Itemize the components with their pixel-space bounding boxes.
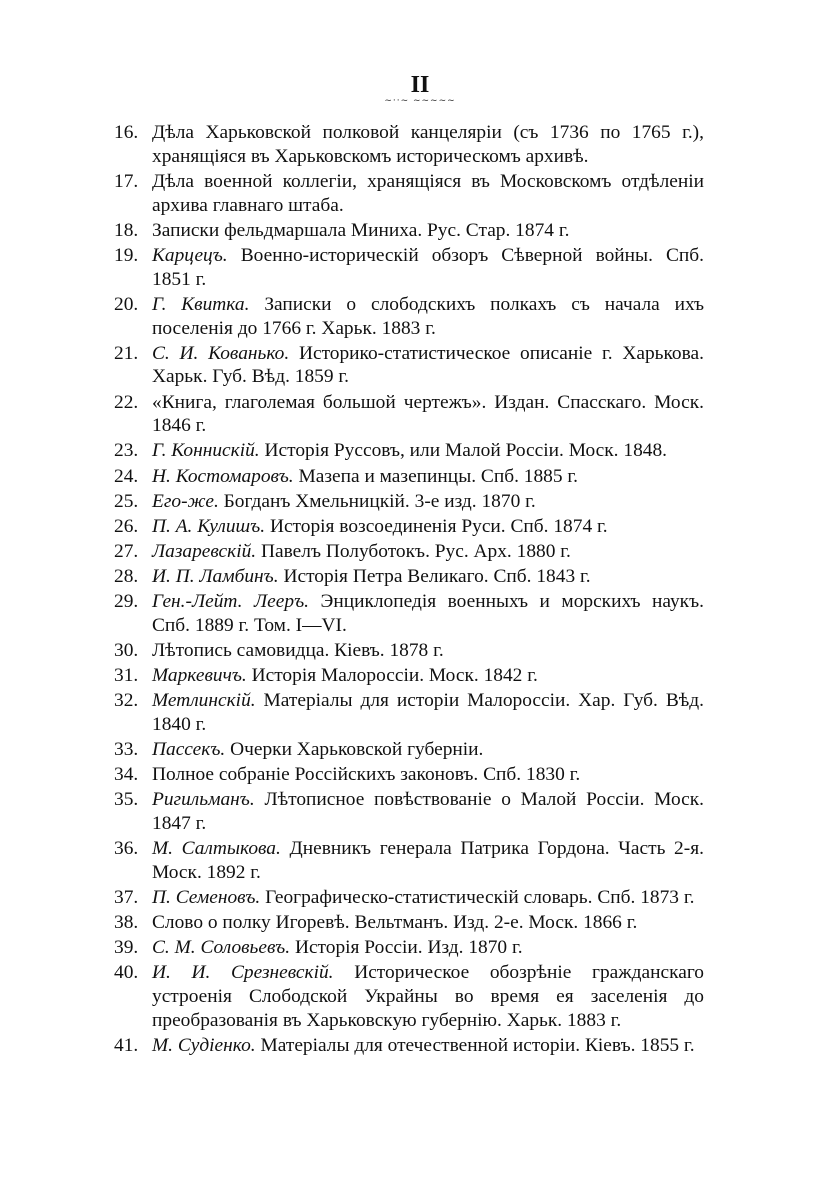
entry-body: [152, 911, 704, 935]
entry-body: [152, 244, 704, 292]
entry-author: Лазаревскій.: [152, 540, 257, 562]
entry-text: Военно-историческій обзоръ Сѣверной войны. Спб. 1851 г.: [152, 244, 704, 290]
entry-text: Записки фельдмаршала Миниха. Рус. Стар. 1874 г.: [152, 219, 570, 241]
entry-number: 34.: [114, 764, 139, 786]
entry-text: Дѣла военной коллегіи, хранящіяся въ Московскомъ отдѣленіи архива главнаго штаба.: [152, 170, 704, 216]
entry-number: 17.: [114, 170, 139, 192]
entry-number: 28.: [114, 565, 139, 587]
entry-body: [152, 763, 704, 787]
entry-body: [152, 391, 704, 439]
entry-number: 21.: [114, 342, 139, 364]
bibliography-entry: [114, 886, 704, 910]
entry-text: Матеріалы для отечественной исторіи. Кіевъ. 1855 г.: [260, 1034, 695, 1056]
bibliography-entry: [114, 515, 704, 539]
entry-text: Исторія Петра Великаго. Спб. 1843 г.: [283, 565, 591, 587]
entry-author: С. М. Соловьевъ.: [152, 937, 291, 959]
entry-text: Лѣтописное повѣствованіе о Малой Россіи. Моск. 1847 г.: [152, 789, 704, 834]
bibliography-entry: [114, 689, 704, 737]
entry-text: Богданъ Хмельницкій. 3-е изд. 1870 г.: [223, 490, 536, 512]
entry-number: 27.: [114, 540, 139, 562]
bibliography-entry: [114, 639, 704, 663]
bibliography-entry: [114, 961, 704, 1032]
entry-body: [152, 219, 704, 243]
entry-number: 33.: [114, 738, 139, 760]
entry-number: 41.: [114, 1034, 139, 1056]
entry-text: Исторія Россіи. Изд. 1870 г.: [294, 937, 523, 959]
entry-author: М. Судіенко.: [152, 1034, 256, 1056]
entry-body: [152, 293, 704, 341]
entry-body: [152, 540, 704, 564]
entry-author: Карцецъ.: [152, 244, 228, 266]
entry-text: Исторія Малороссіи. Моск. 1842 г.: [251, 664, 538, 686]
bibliography-entry: [114, 911, 704, 935]
entry-body: [152, 515, 704, 539]
entry-author: Маркевичъ.: [152, 664, 247, 686]
bibliography-entry: [114, 244, 704, 292]
entry-text: Энциклопедія военныхъ и морскихъ наукъ. Спб. 1889 г. Том. I—VI.: [152, 591, 704, 636]
entry-author: Г. Коннискій.: [152, 440, 260, 462]
bibliography-entry: [114, 664, 704, 688]
bibliography-entry: [114, 763, 704, 787]
entry-body: [152, 565, 704, 589]
entry-number: 16.: [114, 122, 139, 143]
entry-number: 38.: [114, 912, 139, 934]
entry-number: 26.: [114, 515, 139, 537]
bibliography-entry: [114, 590, 704, 638]
entry-number: 29.: [114, 591, 139, 612]
entry-body: [152, 788, 704, 836]
entry-body: [152, 590, 704, 638]
entry-body: [152, 1034, 704, 1058]
entry-text: Матеріалы для исторіи Малороссіи. Хар. Губ. Вѣд. 1840 г.: [152, 690, 704, 735]
entry-number: 31.: [114, 664, 139, 686]
entry-number: 40.: [114, 962, 139, 984]
entry-body: [152, 639, 704, 663]
entry-number: 37.: [114, 886, 139, 908]
entry-number: 30.: [114, 639, 139, 661]
bibliography-entry: [114, 837, 704, 885]
entry-author: Г. Квитка.: [152, 293, 250, 315]
entry-number: 32.: [114, 690, 139, 712]
entry-text: Мазепа и мазепинцы. Спб. 1885 г.: [298, 465, 579, 487]
entry-author: И. П. Ламбинъ.: [152, 565, 279, 587]
bibliography-entry: [114, 391, 704, 439]
entry-author: Ген.-Лейт. Лееръ.: [152, 591, 309, 612]
entry-author: Метлинскій.: [152, 690, 256, 712]
entry-text: Дневникъ генерала Патрика Гордона. Часть 2-я. Моск. 1892 г.: [152, 838, 704, 883]
entry-body: [152, 689, 704, 737]
entry-body: [152, 738, 704, 762]
entry-author: С. И. Кованько.: [152, 342, 290, 364]
entry-text: Записки о слободскихъ полкахъ съ начала ихъ поселенія до 1766 г. Харьк. 1883 г.: [152, 293, 704, 339]
entry-text: Слово о полку Игоревѣ. Вельтманъ. Изд. 2-е. Моск. 1866 г.: [152, 912, 638, 934]
bibliography-entry: [114, 788, 704, 836]
entry-author: И. И. Срезневскій.: [152, 962, 334, 984]
entry-number: 22.: [114, 391, 139, 413]
entry-body: [152, 465, 704, 489]
page-number: II: [410, 72, 430, 98]
bibliography-entry: [114, 293, 704, 341]
entry-text: Лѣтопись самовидца. Кіевъ. 1878 г.: [152, 639, 444, 661]
entry-body: [152, 664, 704, 688]
bibliography-entry: [114, 170, 704, 218]
bibliography-entry: [114, 121, 704, 169]
entry-author: Н. Костомаровъ.: [152, 465, 294, 487]
entry-number: 24.: [114, 465, 139, 487]
entry-text: Павелъ Полуботокъ. Рус. Арх. 1880 г.: [261, 540, 571, 562]
entry-number: 39.: [114, 937, 139, 959]
entry-number: 23.: [114, 440, 139, 462]
bibliography-entry: [114, 465, 704, 489]
entry-author: М. Салтыкова.: [152, 838, 281, 860]
entry-author: П. Семеновъ.: [152, 886, 261, 908]
entry-number: 25.: [114, 490, 139, 512]
entry-author: Ригильманъ.: [152, 789, 255, 811]
bibliography-entry: [114, 565, 704, 589]
bibliography-entry: [114, 342, 704, 390]
entry-body: [152, 936, 704, 960]
entry-body: [152, 490, 704, 514]
entry-author: П. А. Кулишъ.: [152, 515, 266, 537]
entry-number: 18.: [114, 219, 139, 241]
bibliography-entry: [114, 1034, 704, 1058]
entry-author: Пассекъ.: [152, 738, 226, 760]
decorative-ornament: ~··~ ~~~~~: [384, 96, 456, 106]
entry-text: Очерки Харьковской губерніи.: [230, 738, 484, 760]
entry-number: 19.: [114, 244, 139, 266]
entry-text: Полное собраніе Россійскихъ законовъ. Спб. 1830 г.: [152, 764, 581, 786]
entry-body: [152, 886, 704, 910]
entry-text: Историко-статистическое описаніе г. Харькова. Харьк. Губ. Вѣд. 1859 г.: [152, 342, 704, 388]
entry-text: Историческое обозрѣніе гражданскаго устроенія Слободской Украйны во время ея заселенія до преобразованія въ Харьковскую губернію. Харьк. 1883 г.: [152, 962, 705, 1031]
entry-text: «Книга, глаголемая большой чертежъ». Издан. Спасскаго. Моск. 1846 г.: [152, 391, 704, 437]
entry-body: [152, 837, 704, 885]
entry-body: [152, 961, 704, 1032]
entry-number: 36.: [114, 838, 139, 860]
entry-body: [152, 170, 704, 218]
entry-number: 20.: [114, 293, 139, 315]
bibliography-entry: [114, 439, 704, 463]
entry-text: Географическо-статистическій словарь. Спб. 1873 г.: [265, 886, 695, 908]
bibliography-entry: [114, 738, 704, 762]
bibliography-list: [114, 121, 704, 1059]
entry-text: Исторія возсоединенія Руси. Спб. 1874 г.: [269, 515, 608, 537]
entry-number: 35.: [114, 789, 139, 811]
bibliography-entry: [114, 540, 704, 564]
entry-author: Его-же.: [152, 490, 219, 512]
entry-body: [152, 342, 704, 390]
bibliography-entry: [114, 490, 704, 514]
entry-text: Дѣла Харьковской полковой канцеляріи (съ 1736 по 1765 г.), хранящіяся въ Харьковскомъ историческомъ архивѣ.: [152, 122, 704, 167]
bibliography-entry: [114, 936, 704, 960]
entry-text: Исторія Руссовъ, или Малой Россіи. Моск. 1848.: [264, 440, 668, 462]
bibliography-entry: [114, 219, 704, 243]
entry-body: [152, 439, 704, 463]
entry-body: [152, 121, 704, 169]
